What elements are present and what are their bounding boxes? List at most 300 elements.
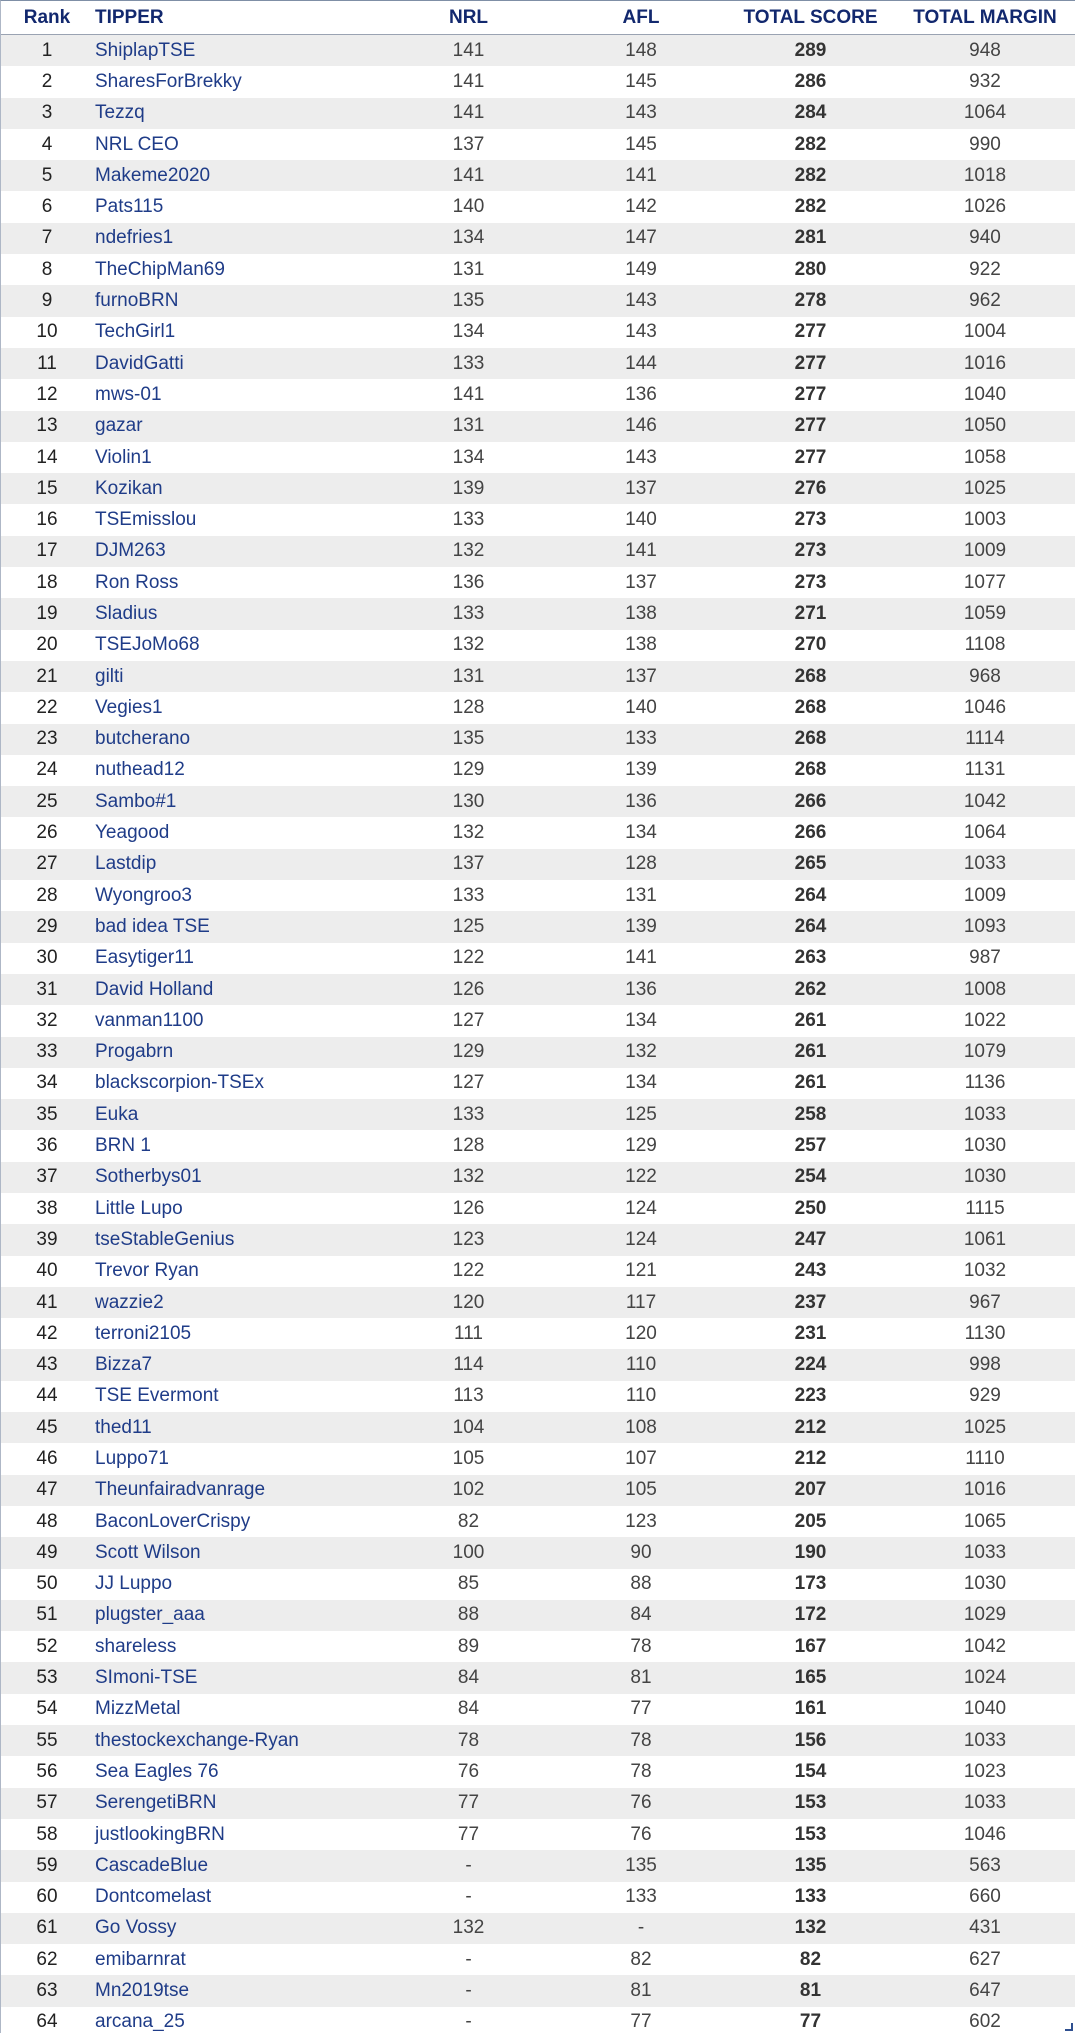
total-margin-cell: 1130	[895, 1318, 1075, 1349]
table-row	[1, 1349, 1075, 1380]
total-margin-cell: 1093	[895, 911, 1075, 942]
afl-cell: 143	[556, 285, 726, 316]
afl-cell: 145	[556, 66, 726, 97]
tipper-cell: Progabrn	[93, 1037, 381, 1068]
table-row	[1, 1193, 1075, 1224]
afl-cell: 125	[556, 1099, 726, 1130]
tipper-cell: Wyongroo3	[93, 880, 381, 911]
rank-cell: 62	[1, 1944, 93, 1975]
nrl-cell: 77	[381, 1788, 556, 1819]
afl-cell: 139	[556, 755, 726, 786]
rank-cell: 43	[1, 1349, 93, 1380]
rank-cell: 8	[1, 254, 93, 285]
nrl-cell: 141	[381, 66, 556, 97]
rank-cell: 24	[1, 755, 93, 786]
table-row	[1, 1819, 1075, 1850]
total-score-cell: 277	[726, 379, 895, 410]
nrl-cell: 132	[381, 1913, 556, 1944]
total-margin-cell: 967	[895, 1287, 1075, 1318]
total-margin-cell: 1025	[895, 1412, 1075, 1443]
table-row	[1, 129, 1075, 160]
afl-cell: 90	[556, 1537, 726, 1568]
total-margin-cell: 1008	[895, 974, 1075, 1005]
total-margin-cell: 602	[895, 2007, 1075, 2038]
rank-cell: 38	[1, 1193, 93, 1224]
corner-resize-mark	[1065, 2023, 1073, 2031]
total-margin-cell: 1018	[895, 160, 1075, 191]
total-score-cell: 282	[726, 129, 895, 160]
rank-cell: 35	[1, 1099, 93, 1130]
total-score-cell: 172	[726, 1600, 895, 1631]
rank-cell: 25	[1, 786, 93, 817]
afl-cell: 81	[556, 1662, 726, 1693]
nrl-cell: 82	[381, 1506, 556, 1537]
afl-cell: 120	[556, 1318, 726, 1349]
afl-cell: 108	[556, 1412, 726, 1443]
afl-cell: 146	[556, 411, 726, 442]
total-margin-cell: 1046	[895, 692, 1075, 723]
total-margin-cell: 1050	[895, 411, 1075, 442]
total-score-cell: 261	[726, 1005, 895, 1036]
total-margin-cell: 647	[895, 1975, 1075, 2006]
table-row	[1, 1005, 1075, 1036]
tipper-cell: David Holland	[93, 974, 381, 1005]
afl-cell: 148	[556, 35, 726, 67]
tipper-cell: SImoni-TSE	[93, 1662, 381, 1693]
table-row	[1, 411, 1075, 442]
total-score-cell: 277	[726, 317, 895, 348]
total-score-cell: 173	[726, 1569, 895, 1600]
total-score-cell: 224	[726, 1349, 895, 1380]
table-row	[1, 223, 1075, 254]
afl-cell: 139	[556, 911, 726, 942]
tipper-cell: terroni2105	[93, 1318, 381, 1349]
table-row	[1, 1600, 1075, 1631]
total-margin-cell: 990	[895, 129, 1075, 160]
table-row	[1, 849, 1075, 880]
tipper-cell: Sotherbys01	[93, 1162, 381, 1193]
afl-cell: 77	[556, 1694, 726, 1725]
afl-cell: 78	[556, 1756, 726, 1787]
table-row	[1, 786, 1075, 817]
tipper-cell: Sladius	[93, 598, 381, 629]
tipper-cell: thestockexchange-Ryan	[93, 1725, 381, 1756]
total-score-cell: 247	[726, 1224, 895, 1255]
total-score-cell: 212	[726, 1412, 895, 1443]
total-score-cell: 281	[726, 223, 895, 254]
rank-cell: 42	[1, 1318, 93, 1349]
total-score-cell: 266	[726, 817, 895, 848]
rank-cell: 45	[1, 1412, 93, 1443]
afl-cell: 137	[556, 567, 726, 598]
table-row	[1, 1162, 1075, 1193]
total-score-cell: 167	[726, 1631, 895, 1662]
afl-cell: 136	[556, 786, 726, 817]
total-score-cell: 258	[726, 1099, 895, 1130]
nrl-cell: 100	[381, 1537, 556, 1568]
nrl-cell: 141	[381, 98, 556, 129]
total-margin-cell: 1022	[895, 1005, 1075, 1036]
total-margin-cell: 1064	[895, 98, 1075, 129]
nrl-cell: 78	[381, 1725, 556, 1756]
tipper-cell: arcana_25	[93, 2007, 381, 2038]
total-score-cell: 278	[726, 285, 895, 316]
table-row	[1, 943, 1075, 974]
nrl-cell: 135	[381, 285, 556, 316]
total-score-cell: 265	[726, 849, 895, 880]
total-score-cell: 282	[726, 160, 895, 191]
table-row	[1, 1944, 1075, 1975]
afl-cell: 134	[556, 1068, 726, 1099]
nrl-cell: 141	[381, 160, 556, 191]
rank-cell: 33	[1, 1037, 93, 1068]
total-margin-cell: 1033	[895, 1099, 1075, 1130]
afl-cell: 105	[556, 1475, 726, 1506]
total-score-cell: 250	[726, 1193, 895, 1224]
afl-cell: 131	[556, 880, 726, 911]
afl-cell: 76	[556, 1819, 726, 1850]
afl-cell: 143	[556, 98, 726, 129]
afl-cell: 121	[556, 1256, 726, 1287]
total-margin-cell: 1079	[895, 1037, 1075, 1068]
total-score-cell: 261	[726, 1068, 895, 1099]
total-score-cell: 132	[726, 1913, 895, 1944]
tipper-cell: furnoBRN	[93, 285, 381, 316]
rank-cell: 53	[1, 1662, 93, 1693]
tipper-cell: tseStableGenius	[93, 1224, 381, 1255]
header-rank: Rank	[1, 1, 93, 35]
table-row	[1, 98, 1075, 129]
rank-cell: 19	[1, 598, 93, 629]
total-margin-cell: 1114	[895, 724, 1075, 755]
rank-cell: 36	[1, 1130, 93, 1161]
table-row	[1, 692, 1075, 723]
nrl-cell: -	[381, 1882, 556, 1913]
tipper-cell: Ron Ross	[93, 567, 381, 598]
rank-cell: 49	[1, 1537, 93, 1568]
nrl-cell: 133	[381, 504, 556, 535]
tipper-cell: butcherano	[93, 724, 381, 755]
rank-cell: 13	[1, 411, 93, 442]
header-tipper: TIPPER	[93, 1, 381, 35]
rank-cell: 5	[1, 160, 93, 191]
tipper-cell: ndefries1	[93, 223, 381, 254]
tipper-cell: Pats115	[93, 191, 381, 222]
nrl-cell: -	[381, 2007, 556, 2038]
nrl-cell: 88	[381, 1600, 556, 1631]
nrl-cell: 132	[381, 1162, 556, 1193]
total-margin-cell: 962	[895, 285, 1075, 316]
afl-cell: 78	[556, 1725, 726, 1756]
nrl-cell: 131	[381, 661, 556, 692]
header-total-score: TOTAL SCORE	[726, 1, 895, 35]
total-margin-cell: 1040	[895, 379, 1075, 410]
total-margin-cell: 1110	[895, 1443, 1075, 1474]
nrl-cell: 114	[381, 1349, 556, 1380]
afl-cell: 147	[556, 223, 726, 254]
nrl-cell: 139	[381, 473, 556, 504]
total-margin-cell: 1040	[895, 1694, 1075, 1725]
total-score-cell: 165	[726, 1662, 895, 1693]
table-header	[1, 1, 1075, 35]
tipper-cell: Vegies1	[93, 692, 381, 723]
table-row	[1, 1256, 1075, 1287]
table-row	[1, 567, 1075, 598]
nrl-cell: 132	[381, 630, 556, 661]
total-score-cell: 268	[726, 724, 895, 755]
table-row	[1, 1631, 1075, 1662]
total-score-cell: 133	[726, 1882, 895, 1913]
rank-cell: 29	[1, 911, 93, 942]
nrl-cell: 132	[381, 536, 556, 567]
tipper-cell: Sea Eagles 76	[93, 1756, 381, 1787]
table-row	[1, 755, 1075, 786]
table-row	[1, 191, 1075, 222]
header-nrl: NRL	[381, 1, 556, 35]
table-row	[1, 442, 1075, 473]
nrl-cell: 140	[381, 191, 556, 222]
table-row	[1, 2007, 1075, 2038]
nrl-cell: 134	[381, 223, 556, 254]
total-score-cell: 223	[726, 1381, 895, 1412]
tipper-cell: shareless	[93, 1631, 381, 1662]
rank-cell: 31	[1, 974, 93, 1005]
table-row	[1, 1037, 1075, 1068]
tipper-cell: SerengetiBRN	[93, 1788, 381, 1819]
table-row	[1, 285, 1075, 316]
nrl-cell: 128	[381, 1130, 556, 1161]
nrl-cell: 126	[381, 974, 556, 1005]
total-margin-cell: 1030	[895, 1569, 1075, 1600]
total-score-cell: 81	[726, 1975, 895, 2006]
total-margin-cell: 987	[895, 943, 1075, 974]
total-margin-cell: 1033	[895, 1788, 1075, 1819]
table-body	[1, 35, 1075, 2038]
total-margin-cell: 932	[895, 66, 1075, 97]
total-margin-cell: 1058	[895, 442, 1075, 473]
total-score-cell: 254	[726, 1162, 895, 1193]
tipper-cell: Go Vossy	[93, 1913, 381, 1944]
nrl-cell: 130	[381, 786, 556, 817]
rank-cell: 27	[1, 849, 93, 880]
nrl-cell: 104	[381, 1412, 556, 1443]
total-margin-cell: 1065	[895, 1506, 1075, 1537]
afl-cell: 133	[556, 724, 726, 755]
rank-cell: 10	[1, 317, 93, 348]
afl-cell: 124	[556, 1224, 726, 1255]
total-margin-cell: 431	[895, 1913, 1075, 1944]
afl-cell: -	[556, 1913, 726, 1944]
tipper-cell: SharesForBrekky	[93, 66, 381, 97]
total-score-cell: 231	[726, 1318, 895, 1349]
afl-cell: 82	[556, 1944, 726, 1975]
tipper-cell: Yeagood	[93, 817, 381, 848]
nrl-cell: -	[381, 1944, 556, 1975]
nrl-cell: 85	[381, 1569, 556, 1600]
header-afl: AFL	[556, 1, 726, 35]
total-margin-cell: 1042	[895, 786, 1075, 817]
rank-cell: 21	[1, 661, 93, 692]
table-row	[1, 160, 1075, 191]
tipper-cell: ShiplapTSE	[93, 35, 381, 67]
total-margin-cell: 1033	[895, 849, 1075, 880]
total-margin-cell: 948	[895, 35, 1075, 67]
total-score-cell: 264	[726, 880, 895, 911]
tipper-cell: blackscorpion-TSEx	[93, 1068, 381, 1099]
tipper-cell: Theunfairadvanrage	[93, 1475, 381, 1506]
table-row	[1, 817, 1075, 848]
table-row	[1, 630, 1075, 661]
afl-cell: 122	[556, 1162, 726, 1193]
total-margin-cell: 1024	[895, 1662, 1075, 1693]
nrl-cell: 134	[381, 442, 556, 473]
total-margin-cell: 1032	[895, 1256, 1075, 1287]
rank-cell: 47	[1, 1475, 93, 1506]
afl-cell: 123	[556, 1506, 726, 1537]
table-row	[1, 1694, 1075, 1725]
total-margin-cell: 1061	[895, 1224, 1075, 1255]
table-row	[1, 974, 1075, 1005]
tipper-cell: CascadeBlue	[93, 1850, 381, 1881]
tipper-cell: BaconLoverCrispy	[93, 1506, 381, 1537]
total-margin-cell: 1009	[895, 880, 1075, 911]
rank-cell: 64	[1, 2007, 93, 2038]
table-row	[1, 1756, 1075, 1787]
nrl-cell: 128	[381, 692, 556, 723]
total-margin-cell: 1030	[895, 1162, 1075, 1193]
afl-cell: 128	[556, 849, 726, 880]
nrl-cell: 137	[381, 129, 556, 160]
rank-cell: 63	[1, 1975, 93, 2006]
nrl-cell: 76	[381, 1756, 556, 1787]
total-score-cell: 237	[726, 1287, 895, 1318]
total-margin-cell: 1042	[895, 1631, 1075, 1662]
nrl-cell: 105	[381, 1443, 556, 1474]
rank-cell: 52	[1, 1631, 93, 1662]
rank-cell: 20	[1, 630, 93, 661]
total-margin-cell: 1046	[895, 1819, 1075, 1850]
total-score-cell: 190	[726, 1537, 895, 1568]
tipper-cell: plugster_aaa	[93, 1600, 381, 1631]
tipper-cell: vanman1100	[93, 1005, 381, 1036]
table-row	[1, 598, 1075, 629]
rank-cell: 23	[1, 724, 93, 755]
nrl-cell: 141	[381, 379, 556, 410]
tipper-cell: bad idea TSE	[93, 911, 381, 942]
leaderboard-table	[1, 1, 1075, 2038]
afl-cell: 136	[556, 974, 726, 1005]
nrl-cell: 134	[381, 317, 556, 348]
rank-cell: 7	[1, 223, 93, 254]
nrl-cell: 132	[381, 817, 556, 848]
rank-cell: 3	[1, 98, 93, 129]
table-row	[1, 536, 1075, 567]
total-margin-cell: 1025	[895, 473, 1075, 504]
header-total-margin: TOTAL MARGIN	[895, 1, 1075, 35]
total-margin-cell: 1136	[895, 1068, 1075, 1099]
total-score-cell: 277	[726, 442, 895, 473]
afl-cell: 135	[556, 1850, 726, 1881]
nrl-cell: 113	[381, 1381, 556, 1412]
table-row	[1, 1913, 1075, 1944]
tipper-cell: nuthead12	[93, 755, 381, 786]
nrl-cell: 131	[381, 254, 556, 285]
nrl-cell: 111	[381, 1318, 556, 1349]
afl-cell: 149	[556, 254, 726, 285]
tipper-cell: DJM263	[93, 536, 381, 567]
afl-cell: 81	[556, 1975, 726, 2006]
nrl-cell: 126	[381, 1193, 556, 1224]
table-row	[1, 35, 1075, 67]
tipper-cell: gilti	[93, 661, 381, 692]
tipper-cell: TheChipMan69	[93, 254, 381, 285]
table-row	[1, 1975, 1075, 2006]
nrl-cell: 122	[381, 943, 556, 974]
table-row	[1, 1725, 1075, 1756]
total-score-cell: 273	[726, 536, 895, 567]
afl-cell: 78	[556, 1631, 726, 1662]
rank-cell: 9	[1, 285, 93, 316]
tipper-cell: Bizza7	[93, 1349, 381, 1380]
nrl-cell: 136	[381, 567, 556, 598]
total-score-cell: 263	[726, 943, 895, 974]
rank-cell: 11	[1, 348, 93, 379]
tipper-cell: justlookingBRN	[93, 1819, 381, 1850]
table-row	[1, 1788, 1075, 1819]
table-row	[1, 254, 1075, 285]
afl-cell: 110	[556, 1349, 726, 1380]
table-row	[1, 1224, 1075, 1255]
afl-cell: 143	[556, 442, 726, 473]
total-score-cell: 262	[726, 974, 895, 1005]
total-margin-cell: 1026	[895, 191, 1075, 222]
total-score-cell: 205	[726, 1506, 895, 1537]
total-score-cell: 268	[726, 661, 895, 692]
rank-cell: 6	[1, 191, 93, 222]
total-margin-cell: 940	[895, 223, 1075, 254]
table-row	[1, 348, 1075, 379]
total-margin-cell: 1064	[895, 817, 1075, 848]
nrl-cell: 125	[381, 911, 556, 942]
table-row	[1, 317, 1075, 348]
afl-cell: 140	[556, 692, 726, 723]
tipper-cell: Trevor Ryan	[93, 1256, 381, 1287]
table-row	[1, 1662, 1075, 1693]
nrl-cell: 122	[381, 1256, 556, 1287]
nrl-cell: 133	[381, 1099, 556, 1130]
tipper-cell: MizzMetal	[93, 1694, 381, 1725]
nrl-cell: 131	[381, 411, 556, 442]
total-score-cell: 153	[726, 1819, 895, 1850]
table-row	[1, 1318, 1075, 1349]
nrl-cell: 84	[381, 1694, 556, 1725]
total-score-cell: 268	[726, 755, 895, 786]
total-margin-cell: 968	[895, 661, 1075, 692]
total-margin-cell: 1108	[895, 630, 1075, 661]
table-row	[1, 1412, 1075, 1443]
total-margin-cell: 1131	[895, 755, 1075, 786]
total-margin-cell: 1030	[895, 1130, 1075, 1161]
nrl-cell: 141	[381, 35, 556, 67]
table-row	[1, 1099, 1075, 1130]
afl-cell: 141	[556, 943, 726, 974]
total-score-cell: 277	[726, 348, 895, 379]
total-score-cell: 277	[726, 411, 895, 442]
afl-cell: 134	[556, 1005, 726, 1036]
rank-cell: 32	[1, 1005, 93, 1036]
rank-cell: 4	[1, 129, 93, 160]
table-row	[1, 1569, 1075, 1600]
